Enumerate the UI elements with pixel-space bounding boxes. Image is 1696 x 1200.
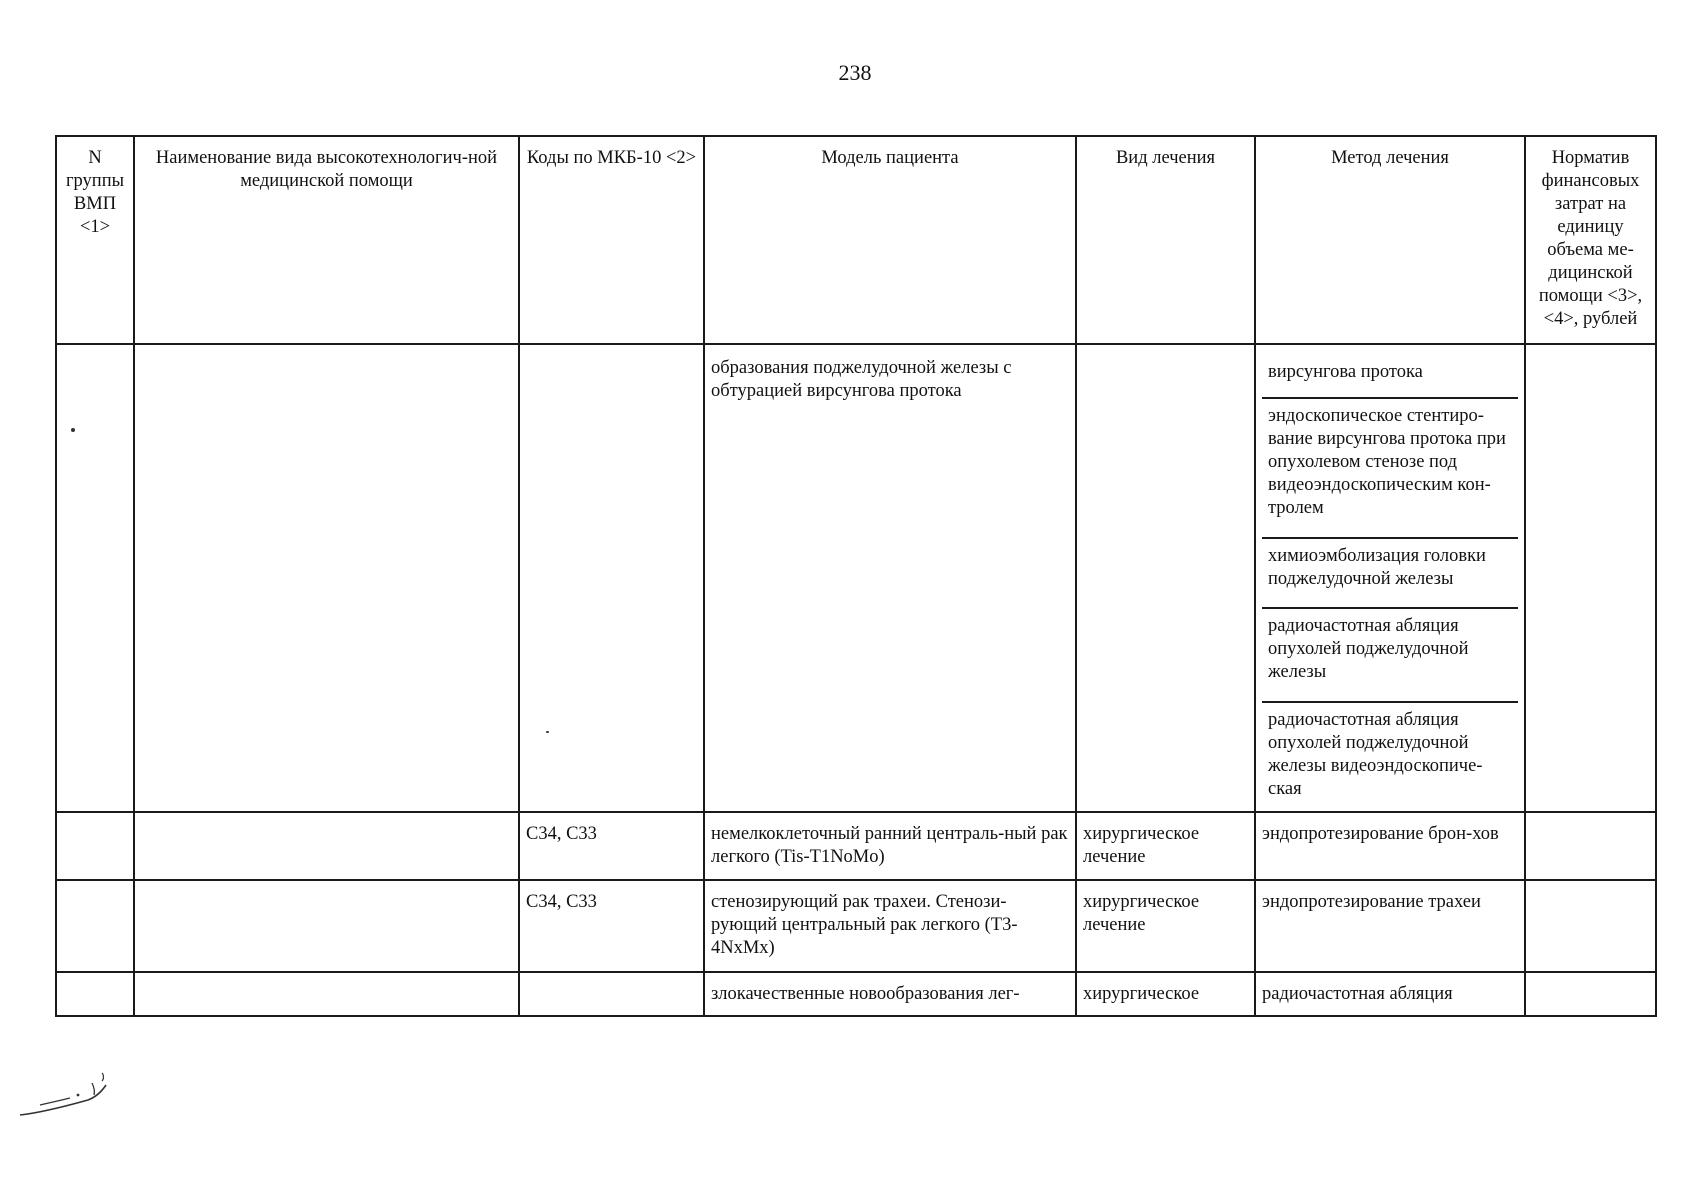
- cell-cost: [1525, 344, 1656, 812]
- cell-methods: [1255, 344, 1525, 812]
- cell-cost: [1525, 880, 1656, 972]
- cell-group: [56, 972, 134, 1016]
- scan-speck: [546, 731, 549, 733]
- method-item: вирсунгова протока: [1262, 349, 1518, 399]
- cell-name: [134, 972, 519, 1016]
- cell-name: [134, 344, 519, 812]
- cell-method: радиочастотная абляция: [1255, 972, 1525, 1016]
- cell-group: [56, 812, 134, 880]
- method-item: радиочастотная абляция опухолей поджелудочной железы: [1262, 609, 1518, 703]
- cell-treatment-type: хирургическое лечение: [1076, 812, 1255, 880]
- table-row: [56, 972, 1656, 1016]
- header-cost: Норматив финансовых затрат на единицу объема ме-дицинской помощи <3>, <4>, рублей: [1525, 136, 1656, 344]
- header-method: Метод лечения: [1255, 136, 1525, 344]
- cell-treatment-type: хирургическое лечение: [1076, 880, 1255, 972]
- cell-method: эндопротезирование брон-хов: [1255, 812, 1525, 880]
- cell-group: [56, 344, 134, 812]
- header-codes: Коды по МКБ-10 <2>: [519, 136, 704, 344]
- method-item: радиочастотная абляция опухолей поджелудочной железы видеоэндоскопиче-ская: [1268, 710, 1483, 799]
- header-treatment-type: Вид лечения: [1076, 136, 1255, 344]
- cell-model: стенозирующий рак трахеи. Стенози-рующий центральный рак легкого (T3-4NxMx): [704, 880, 1076, 972]
- cell-codes: [519, 972, 704, 1016]
- scan-speck: [71, 428, 75, 432]
- cell-name: [134, 812, 519, 880]
- header-group: N группы ВМП <1>: [56, 136, 134, 344]
- handwritten-signature: [18, 1065, 108, 1120]
- header-model: Модель пациента: [704, 136, 1076, 344]
- cell-group: [56, 880, 134, 972]
- page-number: 238: [838, 60, 872, 85]
- header-row: [56, 136, 1656, 344]
- cell-treatment-type: [1076, 344, 1255, 812]
- cell-codes: [519, 344, 704, 812]
- cell-model: образования поджелудочной железы с обтурацией вирсунгова протока: [704, 344, 1076, 812]
- method-item: химиоэмболизация головки поджелудочной железы: [1262, 539, 1518, 609]
- header-name: Наименование вида высокотехнологич-ной медицинской помощи: [134, 136, 519, 344]
- table-row: [56, 880, 1656, 972]
- cell-model: немелкоклеточный ранний централь-ный рак легкого (Tis-T1NoMo): [704, 812, 1076, 880]
- vmp-table: [55, 135, 1657, 1017]
- cell-model: злокачественные новообразования лег-: [704, 972, 1076, 1016]
- cell-codes: C34, C33: [519, 880, 704, 972]
- cell-cost: [1525, 812, 1656, 880]
- cell-treatment-type: хирургическое: [1076, 972, 1255, 1016]
- method-item: эндоскопическое стентиро-вание вирсунгова протока при опухолевом стенозе под видеоэндоскопическим кон-тролем: [1262, 399, 1518, 539]
- table-row: [56, 344, 1656, 812]
- table-row: [56, 812, 1656, 880]
- cell-codes: C34, C33: [519, 812, 704, 880]
- cell-name: [134, 880, 519, 972]
- cell-cost: [1525, 972, 1656, 1016]
- cell-method: эндопротезирование трахеи: [1255, 880, 1525, 972]
